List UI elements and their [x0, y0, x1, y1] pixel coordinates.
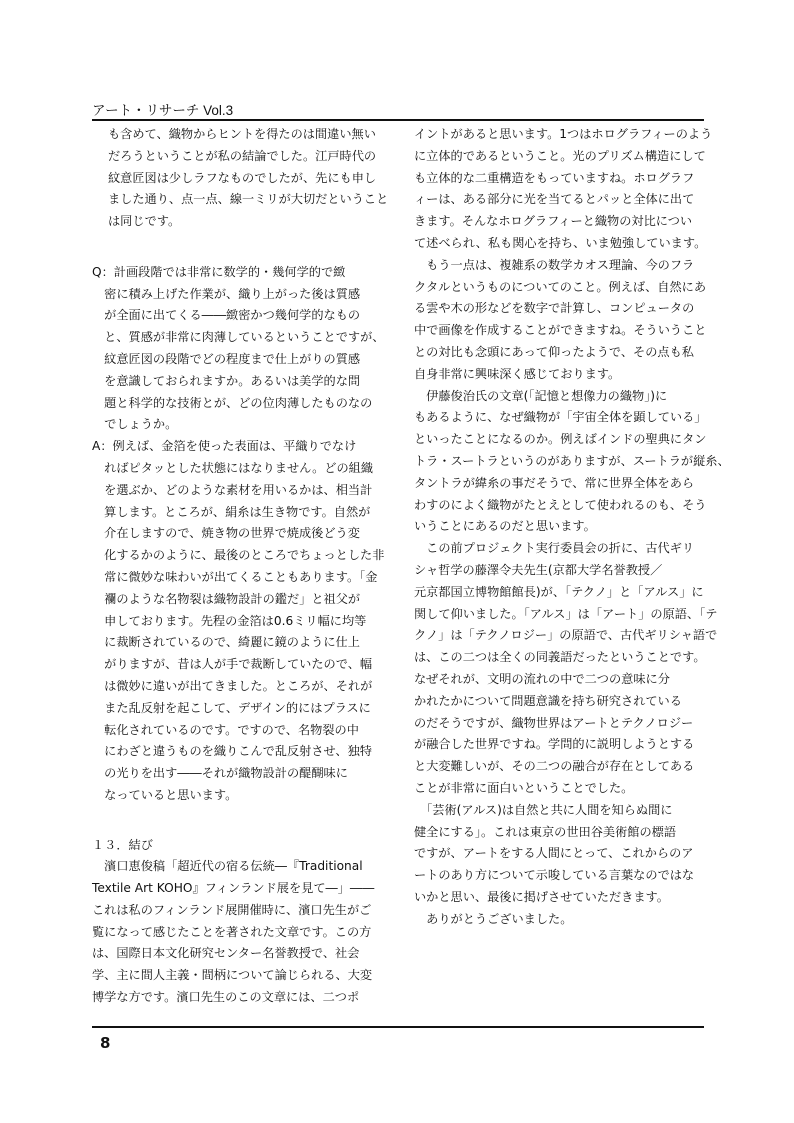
paragraph-gap — [92, 233, 382, 255]
text-line: に裁断されているので、綺麗に鏡のように仕上 — [92, 635, 360, 650]
text-line: これは私のフィンランド展開催時に、濱口先生がご — [92, 902, 372, 917]
text-line: でしょうか。 — [92, 417, 178, 432]
text-line: 算します。ところが、絹糸は生き物です。自然が — [92, 504, 371, 519]
text-line: クタルというものについてのこと。例えば、自然にあ — [414, 279, 707, 294]
conclusion-paragraph — [92, 856, 382, 1009]
text-line: ートのあり方について示唆している言葉なのではな — [414, 868, 695, 883]
text-line: は、この二つは全くの同義語だったということです。 — [414, 650, 706, 665]
header-rule — [92, 119, 704, 121]
question-paragraph — [92, 262, 385, 436]
text-line: いうことにあるのだと思います。 — [414, 519, 596, 534]
text-line: だろうということが私の結論でした。江戸時代の — [108, 148, 377, 163]
text-line: 伊藤俊治氏の文章(「記憶と想像力の織物」)に — [414, 388, 668, 403]
section-heading: １３．結び — [92, 837, 153, 852]
footer-rule — [92, 1026, 704, 1028]
text-line: ました通り、点一点、線一ミリが大切だということ — [108, 192, 389, 207]
text-line: は、国際日本文化研究センター名誉教授で、社会 — [92, 946, 360, 961]
text-line: 覧になって感じたことを著された文章です。この方 — [92, 924, 372, 939]
right-column-body — [414, 124, 730, 930]
text-line: を意識しておられますか。あるいは美学的な問 — [92, 373, 361, 388]
text-line: もう一点は、複雑系の数学カオス理論、今のフラ — [414, 257, 695, 272]
text-line: る雲や木の形などを数字で計算し、コンピュータの — [414, 301, 695, 316]
text-line: 題と科学的な技術とが、どの位肉薄したものなの — [92, 395, 373, 410]
text-line: きます。そんなホログラフィーと織物の対比につい — [414, 214, 693, 229]
text-line: と、質感が非常に肉薄しているということですが、 — [92, 330, 385, 345]
right-column — [414, 124, 730, 930]
text-line: いかと思い、最後に掲げさせていただきます。 — [414, 889, 669, 904]
text-line: の光りを出す――それが織物設計の醍醐味に — [92, 766, 348, 781]
left-column — [92, 124, 389, 1009]
text-line: なっていると思います。 — [92, 787, 238, 802]
page-number: 8 — [100, 1034, 111, 1052]
answer-paragraph — [92, 436, 385, 807]
text-line: も立体的な二重構造をもっていますね。ホログラフ — [414, 170, 695, 185]
text-line: は同じです。 — [108, 214, 181, 229]
text-line: クノ」は「テクノロジー」の原語で、古代ギリシャ語で — [414, 628, 718, 643]
text-line: に立体的であるということ。光のプリズム構造にして — [414, 148, 706, 163]
text-line: 常に微妙な味わいが出てくることもあります。「金 — [92, 569, 378, 584]
text-line: 紋意匠図の段階でどの程度まで仕上がりの質感 — [92, 351, 361, 366]
text-line: 襴のような名物裂は織物設計の鑑だ」と祖父が — [92, 591, 361, 606]
page-title: アート・リサーチ Vol.3 — [92, 103, 234, 118]
paragraph-gap — [92, 807, 382, 829]
text-line: 自身非常に興味深く感じております。 — [414, 366, 621, 381]
text-line: ありがとうございました。 — [414, 911, 573, 926]
text-line: が融合した世界ですね。学問的に説明しようとする — [414, 737, 695, 752]
text-line: は微妙に違いが出てきました。ところが、それが — [92, 678, 373, 693]
text-line: といったことになるのか。例えばインドの聖典にタン — [414, 432, 707, 447]
text-line: 濱口恵俊稿「超近代の宿る伝統―『Traditional — [92, 859, 363, 874]
paragraph-gap — [92, 255, 382, 262]
text-line: かれたかについて問題意識を持ち研究されている — [414, 693, 682, 708]
text-line: トラ・スートラというのがありますが、スートラが縦糸、 — [414, 453, 730, 468]
text-line: 申しております。先程の金箔は0.6ミリ幅に均等 — [92, 613, 367, 628]
text-line: Q：計画段階では非常に数学的・幾何学的で緻 — [92, 264, 346, 279]
text-line: この前プロジェクト実行委員会の折に、古代ギリ — [414, 541, 695, 556]
text-line: 中で画像を作成することができますね。そういうこと — [414, 323, 707, 338]
text-line: と大変難しいが、その二つの融合が存在としてある — [414, 759, 695, 774]
text-line: 博学な方です。濱口先生のこの文章には、二つポ — [92, 990, 360, 1005]
text-line: シャ哲学の藤澤令夫先生(京都大学名誉教授／ — [414, 562, 663, 577]
text-line: タントラが緯糸の事だそうで、常に世界全体をあら — [414, 475, 695, 490]
text-line: イントがあると思います。1つはホログラフィーのよう — [414, 127, 713, 141]
text-line: なぜそれが、文明の流れの中で二つの意味に分 — [414, 671, 670, 686]
text-line: また乱反射を起こして、デザイン的にはプラスに — [92, 700, 371, 715]
text-line: 紋意匠図は少しラフなものでしたが、先にも申し — [108, 170, 377, 185]
text-line: もあるように、なぜ織物が「宇宙全体を顕している」 — [414, 410, 707, 425]
text-line: がりますが、昔は人が手で裁断していたので、幅 — [92, 657, 373, 672]
text-line: 転化されているのです。ですので、名物裂の中 — [92, 722, 359, 737]
intro-paragraph — [92, 124, 389, 233]
text-line: ですが、アートをする人間にとって、これからのア — [414, 846, 694, 861]
text-line: 元京都国立博物館館長)が、「テクノ」と「アルス」に — [414, 584, 704, 599]
text-line: 密に積み上げた作業が、織り上がった後は質感 — [92, 286, 361, 301]
text-line: Textile Art KOHO』フィンランド展を見て―」―― — [92, 881, 375, 896]
text-line: 関して仰いました。「アルス」は「アート」の原語、「テ — [414, 606, 718, 621]
text-line: 介在しますので、焼き物の世界で焼成後どう変 — [92, 526, 360, 541]
text-line: A：例えば、金箔を使った表面は、平織りでなけ — [92, 439, 357, 454]
text-line: ればピタッとした状態にはなりません。どの組織 — [92, 460, 374, 475]
text-line: わすのによく織物がたとえとして使われるのも、そう — [414, 497, 707, 512]
text-line: 健全にする」。これは東京の世田谷美術館の標語 — [414, 824, 677, 839]
text-line: にわざと違うものを織りこんで乱反射させ、独特 — [92, 744, 372, 759]
text-line: を選ぶか、どのような素材を用いるかは、相当計 — [92, 482, 373, 497]
text-line: も含めて、織物からヒントを得たのは間違い無い — [108, 127, 376, 141]
text-line: 「芸術(アルス)は自然と共に人間を知らぬ間に — [414, 802, 673, 817]
text-line: のだそうですが、織物世界はアートとテクノロジー — [414, 715, 694, 730]
text-line: との対比も念頭にあって仰ったようで、その点も私 — [414, 344, 694, 359]
text-line: 学、主に間人主義・間柄について論じられる、大変 — [92, 968, 373, 983]
text-line: て述べられ、私も関心を持ち、いま勉強しています。 — [414, 235, 707, 250]
text-line: が全面に出てくる――緻密かつ幾何学的なもの — [92, 308, 361, 323]
text-line: 化するかのように、最後のところでちょっとした非 — [92, 548, 385, 563]
text-line: ィーは、ある部分に光を当てるとパッと全体に出て — [414, 192, 695, 207]
text-line: ことが非常に面白いということでした。 — [414, 780, 634, 795]
